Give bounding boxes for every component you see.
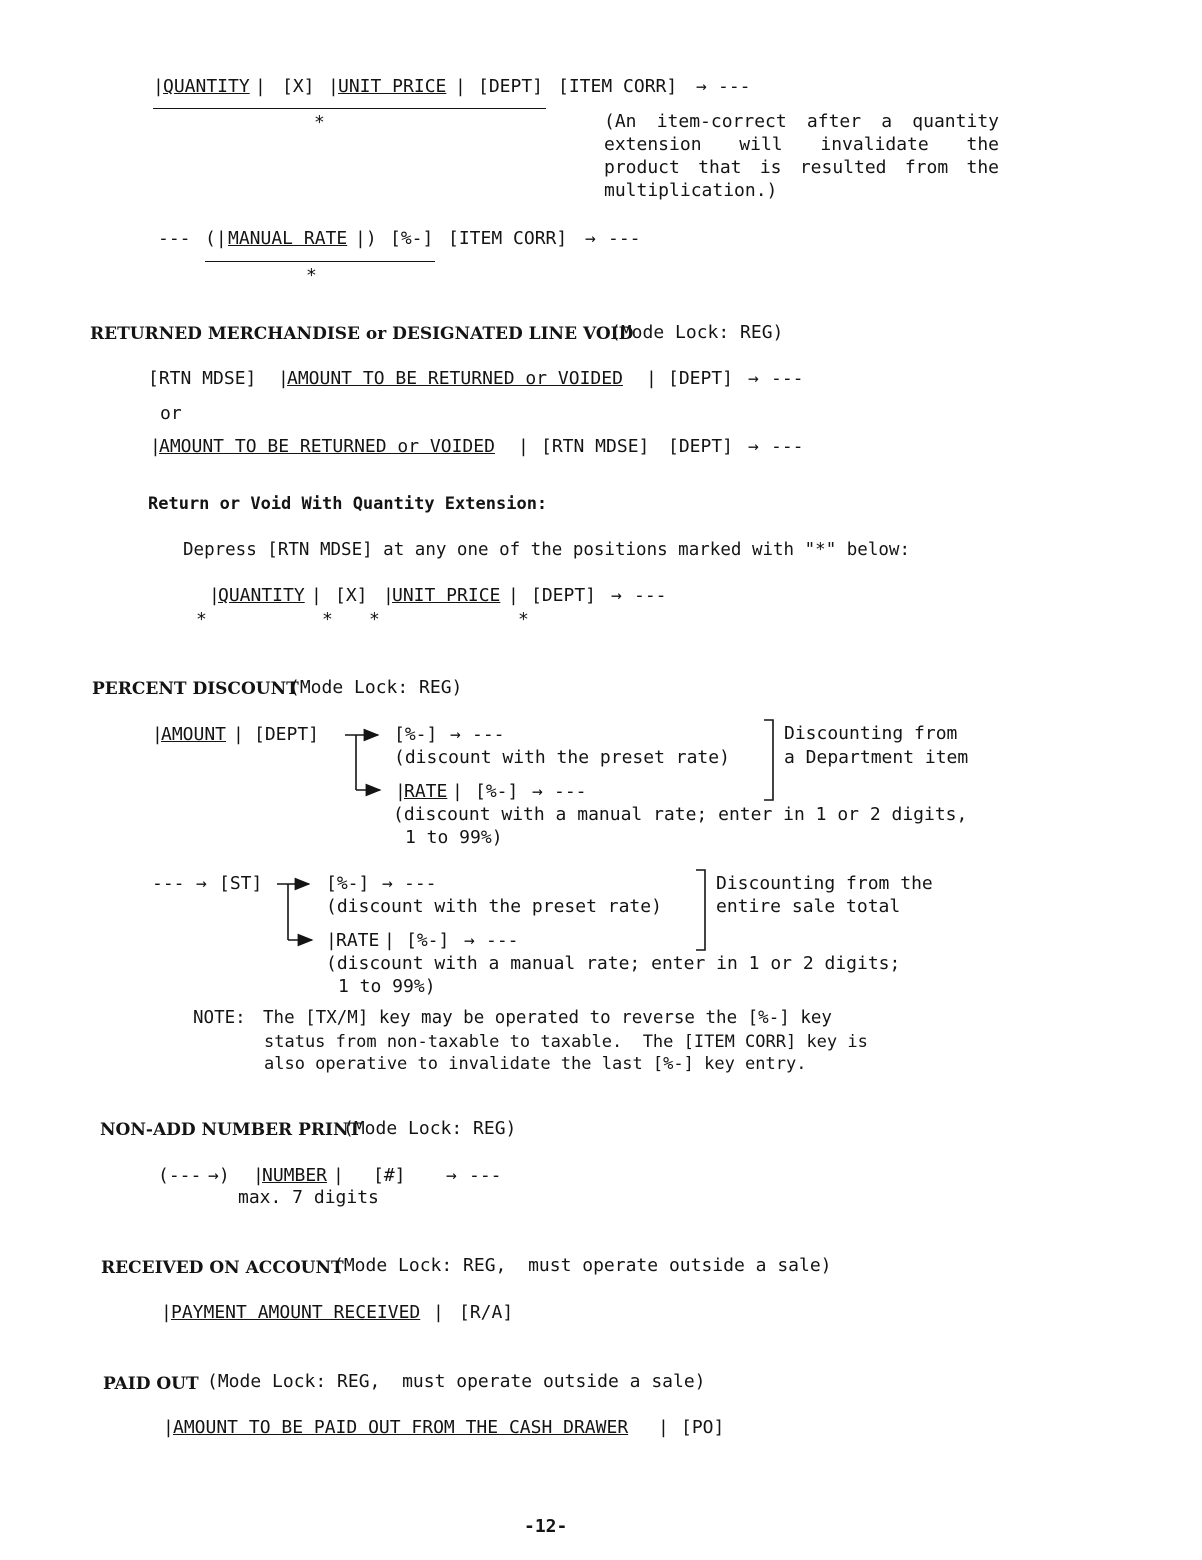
mode-lock-label: (Mode Lock: REG, must operate outside a sale) bbox=[207, 1371, 706, 1392]
side-note-dept: Discounting from bbox=[784, 723, 958, 744]
pct-minus-key: [%-] bbox=[390, 228, 434, 249]
pct-minus-key: [%-] bbox=[394, 724, 438, 745]
arrow-icon: → bbox=[611, 585, 622, 606]
pct-minus-key-4: [%-] bbox=[406, 930, 450, 951]
manual-rate-note-2: (discount with a manual rate; enter in 1 or 2 digits; bbox=[326, 953, 901, 974]
arrow-icon: → bbox=[464, 930, 475, 951]
note-line: also operative to invalidate the last [%-] key entry. bbox=[264, 1054, 807, 1074]
arrow-icon: → bbox=[196, 873, 207, 894]
x-key-2: [X] bbox=[335, 585, 368, 606]
note-label: NOTE: bbox=[193, 1008, 246, 1028]
side-note-sale-2: entire sale total bbox=[716, 896, 901, 917]
rtn-mdse-key: [RTN MDSE] bbox=[148, 368, 257, 389]
star-mark: * bbox=[314, 112, 325, 133]
dept-key: [DEPT] bbox=[254, 724, 320, 745]
star-mark: * bbox=[322, 609, 333, 630]
arrow-icon: → bbox=[532, 781, 543, 802]
depress-instruction: Depress [RTN MDSE] at any one of the positions marked with "*" below: bbox=[183, 540, 910, 560]
continuation-dashes: --- bbox=[718, 76, 751, 97]
star-mark: * bbox=[196, 609, 207, 630]
continuation-dashes: --- bbox=[469, 1165, 502, 1186]
star-mark: * bbox=[518, 609, 529, 630]
side-note-sale: Discounting from the bbox=[716, 873, 933, 894]
manual-rate-note: (discount with a manual rate; enter in 1 or 2 digits, bbox=[393, 804, 968, 825]
unit-price-entry: UNIT PRICE bbox=[338, 76, 447, 97]
mode-lock-label: (Mode Lock: REG, must operate outside a sale) bbox=[333, 1255, 832, 1276]
st-key: [ST] bbox=[219, 873, 263, 894]
note-line: status from non-taxable to taxable. The [ITEM CORR] key is bbox=[264, 1032, 868, 1052]
preset-rate-note-2: (discount with the preset rate) bbox=[326, 896, 662, 917]
payment-amount-entry: PAYMENT AMOUNT RECEIVED bbox=[171, 1302, 421, 1323]
star-mark: * bbox=[306, 265, 317, 286]
continuation-dashes: --- bbox=[486, 930, 519, 951]
section-heading-nonadd: NON-ADD NUMBER PRINT bbox=[100, 1120, 362, 1140]
section-heading-paidout: PAID OUT bbox=[103, 1374, 199, 1394]
max-digits-note: max. 7 digits bbox=[238, 1187, 379, 1208]
dept-key-2: [DEPT] bbox=[668, 436, 734, 457]
star-mark: * bbox=[369, 609, 380, 630]
mode-lock-label: (Mode Lock: REG) bbox=[610, 322, 784, 343]
arrow-icon: → bbox=[748, 436, 759, 457]
paid-out-amount-entry: AMOUNT TO BE PAID OUT FROM THE CASH DRAWER bbox=[173, 1417, 629, 1438]
amount-returned-entry-2: AMOUNT TO BE RETURNED or VOIDED bbox=[159, 436, 495, 457]
dept-key: [DEPT] bbox=[478, 76, 544, 97]
x-key: [X] bbox=[282, 76, 315, 97]
unit-price-entry-2: UNIT PRICE bbox=[392, 585, 501, 606]
hash-key: [#] bbox=[373, 1165, 406, 1186]
continuation-dashes: --- bbox=[472, 724, 505, 745]
mode-lock-label: (Mode Lock: REG) bbox=[289, 677, 463, 698]
note-line: The [TX/M] key may be operated to reverse the [%-] key bbox=[263, 1008, 832, 1028]
quantity-entry-2: QUANTITY bbox=[218, 585, 305, 606]
continuation-dashes: --- bbox=[771, 436, 804, 457]
or-label: or bbox=[160, 403, 182, 424]
side-note-dept-2: a Department item bbox=[784, 747, 969, 768]
continuation-dashes: --- bbox=[158, 228, 191, 249]
number-entry: NUMBER bbox=[262, 1165, 328, 1186]
continuation-dashes: --- bbox=[771, 368, 804, 389]
section-heading-roa: RECEIVED ON ACCOUNT bbox=[101, 1258, 344, 1278]
mode-lock-label: (Mode Lock: REG) bbox=[343, 1118, 517, 1139]
item-correct-note: (An item-correct after a quantity extension will invalidate the product that is resulted from the multiplication.) bbox=[604, 111, 999, 201]
item-corr-key: [ITEM CORR] bbox=[558, 76, 678, 97]
section-heading-percent: PERCENT DISCOUNT bbox=[92, 679, 299, 699]
quantity-entry: QUANTITY bbox=[163, 76, 250, 97]
item-corr-key: [ITEM CORR] bbox=[448, 228, 568, 249]
dept-key: [DEPT] bbox=[668, 368, 734, 389]
arrow-icon: → bbox=[585, 228, 596, 249]
continuation-dashes: --- bbox=[152, 873, 185, 894]
amount-entry: AMOUNT bbox=[161, 724, 227, 745]
continuation-dashes: (--- bbox=[158, 1165, 202, 1186]
pct-minus-key-3: [%-] bbox=[326, 873, 370, 894]
continuation-dashes: --- bbox=[608, 228, 641, 249]
continuation-dashes: --- bbox=[554, 781, 587, 802]
pct-minus-key-2: [%-] bbox=[475, 781, 519, 802]
rate-entry-2: RATE bbox=[336, 930, 380, 951]
arrow-icon: → bbox=[748, 368, 759, 389]
continuation-dashes: --- bbox=[404, 873, 437, 894]
section-heading-returned: RETURNED MERCHANDISE or DESIGNATED LINE VOID bbox=[90, 324, 634, 344]
page-number: -12- bbox=[524, 1516, 568, 1537]
arrow-icon: → bbox=[450, 724, 461, 745]
amount-returned-entry: AMOUNT TO BE RETURNED or VOIDED bbox=[287, 368, 623, 389]
sub-heading-quantity-extension: Return or Void With Quantity Extension: bbox=[148, 494, 548, 514]
rtn-mdse-key-2: [RTN MDSE] bbox=[541, 436, 650, 457]
arrow-icon: → bbox=[446, 1165, 457, 1186]
po-key: [PO] bbox=[681, 1417, 725, 1438]
ra-key: [R/A] bbox=[459, 1302, 514, 1323]
manual-rate-range: 1 to 99%) bbox=[405, 827, 503, 848]
preset-rate-note: (discount with the preset rate) bbox=[394, 747, 730, 768]
continuation-dashes: --- bbox=[634, 585, 667, 606]
manual-rate-entry: MANUAL RATE bbox=[228, 228, 348, 249]
manual-rate-range-2: 1 to 99%) bbox=[338, 976, 436, 997]
arrow-icon: → bbox=[696, 76, 707, 97]
rate-entry: RATE bbox=[404, 781, 448, 802]
dept-key-3: [DEPT] bbox=[531, 585, 597, 606]
arrow-icon: → bbox=[382, 873, 393, 894]
